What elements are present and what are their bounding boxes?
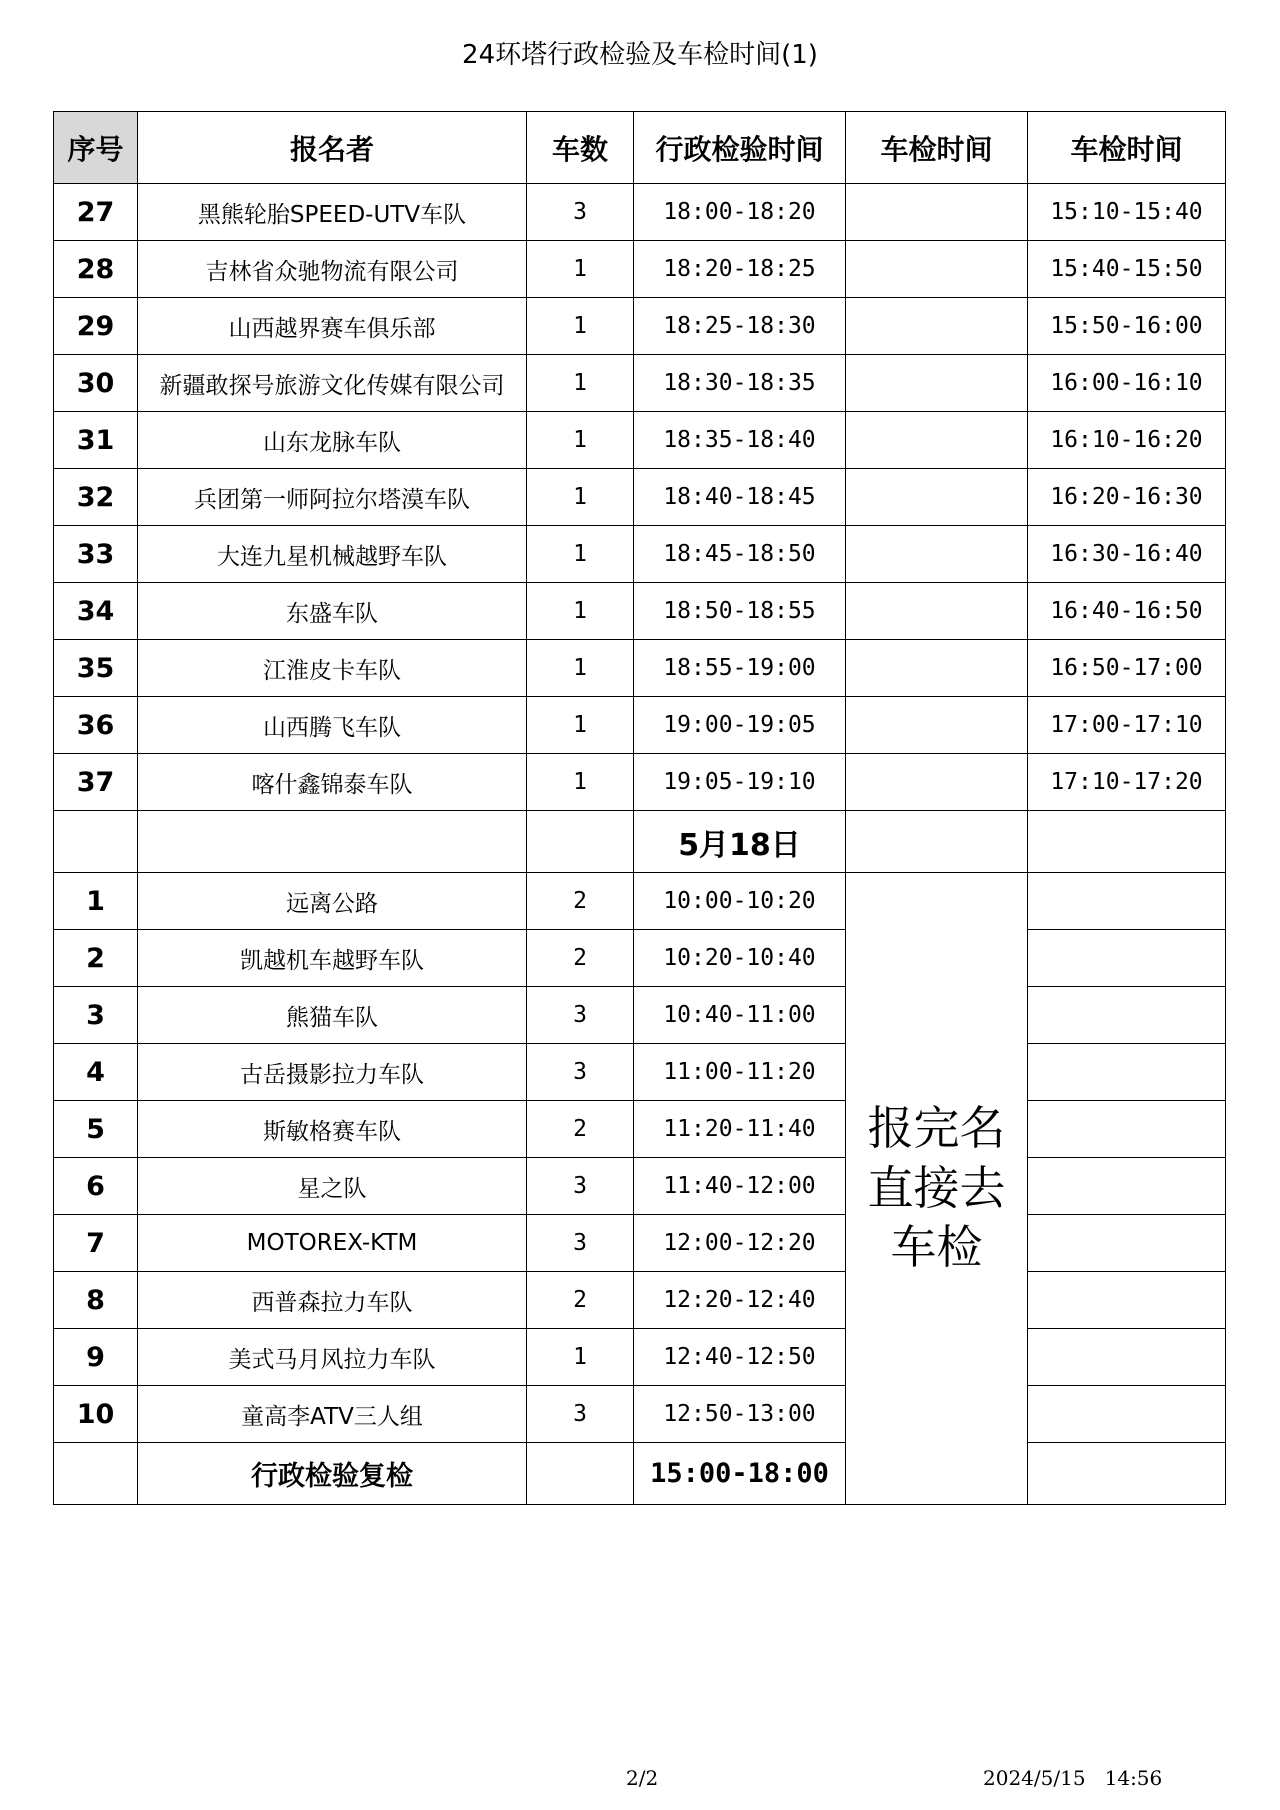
row-registrant: 古岳摄影拉力车队 xyxy=(138,1044,527,1101)
recheck-time: 15:00-18:00 xyxy=(634,1443,846,1505)
header-seq: 序号 xyxy=(54,112,138,184)
row-inspection-time xyxy=(846,184,1028,241)
row-admin-time: 11:40-12:00 xyxy=(634,1158,846,1215)
row-admin-time: 10:40-11:00 xyxy=(634,987,846,1044)
row-inspection-time xyxy=(846,412,1028,469)
row-inspection-time-2: 15:10-15:40 xyxy=(1028,184,1226,241)
row-car-count: 1 xyxy=(527,697,634,754)
row-inspection-time-2 xyxy=(1028,930,1226,987)
row-inspection-time-2: 16:40-16:50 xyxy=(1028,583,1226,640)
row-car-count: 2 xyxy=(527,1101,634,1158)
row-inspection-time-2: 15:50-16:00 xyxy=(1028,298,1226,355)
row-admin-time: 18:20-18:25 xyxy=(634,241,846,298)
row-registrant: 大连九星机械越野车队 xyxy=(138,526,527,583)
row-registrant: 山西越界赛车俱乐部 xyxy=(138,298,527,355)
table-row xyxy=(54,184,1226,241)
row-seq: 37 xyxy=(54,754,138,811)
date-row-empty-seq xyxy=(54,811,138,873)
row-car-count: 2 xyxy=(527,930,634,987)
date-separator: 5月18日 xyxy=(634,811,846,873)
table-row xyxy=(54,987,1226,1044)
table-row xyxy=(54,930,1226,987)
row-inspection-time-2 xyxy=(1028,1101,1226,1158)
row-registrant: 喀什鑫锦泰车队 xyxy=(138,754,527,811)
row-seq: 8 xyxy=(54,1272,138,1329)
row-inspection-time xyxy=(846,298,1028,355)
recheck-empty-cars xyxy=(527,1443,634,1505)
row-inspection-time-2 xyxy=(1028,873,1226,930)
row-registrant: 斯敏格赛车队 xyxy=(138,1101,527,1158)
row-seq: 4 xyxy=(54,1044,138,1101)
row-admin-time: 18:30-18:35 xyxy=(634,355,846,412)
header-inspection-time: 车检时间 xyxy=(846,112,1028,184)
row-car-count: 3 xyxy=(527,1386,634,1443)
row-registrant: 凯越机车越野车队 xyxy=(138,930,527,987)
row-registrant: 远离公路 xyxy=(138,873,527,930)
row-admin-time: 10:20-10:40 xyxy=(634,930,846,987)
row-registrant: 新疆敢探号旅游文化传媒有限公司 xyxy=(138,355,527,412)
row-car-count: 1 xyxy=(527,412,634,469)
table-row xyxy=(54,1272,1226,1329)
row-seq: 2 xyxy=(54,930,138,987)
row-seq: 33 xyxy=(54,526,138,583)
table-row xyxy=(54,583,1226,640)
row-car-count: 1 xyxy=(527,640,634,697)
row-car-count: 2 xyxy=(527,873,634,930)
row-registrant: 吉林省众驰物流有限公司 xyxy=(138,241,527,298)
row-admin-time: 12:20-12:40 xyxy=(634,1272,846,1329)
row-car-count: 3 xyxy=(527,987,634,1044)
row-seq: 31 xyxy=(54,412,138,469)
date-row-empty-inspect-2 xyxy=(1028,811,1226,873)
row-car-count: 3 xyxy=(527,184,634,241)
row-inspection-time-2 xyxy=(1028,1386,1226,1443)
date-row-empty-cars xyxy=(527,811,634,873)
row-inspection-time xyxy=(846,754,1028,811)
row-seq: 10 xyxy=(54,1386,138,1443)
row-registrant: 西普森拉力车队 xyxy=(138,1272,527,1329)
header-inspection-time-2: 车检时间 xyxy=(1028,112,1226,184)
row-inspection-time-2 xyxy=(1028,1158,1226,1215)
row-admin-time: 18:35-18:40 xyxy=(634,412,846,469)
row-car-count: 1 xyxy=(527,583,634,640)
row-registrant: 山西腾飞车队 xyxy=(138,697,527,754)
row-admin-time: 11:20-11:40 xyxy=(634,1101,846,1158)
table-row xyxy=(54,241,1226,298)
row-inspection-time-2 xyxy=(1028,1329,1226,1386)
row-admin-time: 18:00-18:20 xyxy=(634,184,846,241)
row-inspection-time-2 xyxy=(1028,1044,1226,1101)
recheck-row xyxy=(54,1443,1226,1505)
row-admin-time: 19:00-19:05 xyxy=(634,697,846,754)
table-row xyxy=(54,640,1226,697)
note-line: 报完名 xyxy=(867,1100,1006,1155)
row-inspection-time-2: 16:10-16:20 xyxy=(1028,412,1226,469)
row-seq: 1 xyxy=(54,873,138,930)
print-timestamp: 2024/5/15 14:56 xyxy=(983,1766,1163,1790)
row-car-count: 3 xyxy=(527,1158,634,1215)
row-seq: 6 xyxy=(54,1158,138,1215)
row-inspection-time xyxy=(846,697,1028,754)
row-registrant: 黑熊轮胎SPEED-UTV车队 xyxy=(138,184,527,241)
recheck-empty-seq xyxy=(54,1443,138,1505)
row-seq: 34 xyxy=(54,583,138,640)
row-registrant: 熊猫车队 xyxy=(138,987,527,1044)
row-inspection-time-2 xyxy=(1028,987,1226,1044)
row-car-count: 1 xyxy=(527,1329,634,1386)
table-row xyxy=(54,754,1226,811)
row-admin-time: 18:45-18:50 xyxy=(634,526,846,583)
row-seq: 36 xyxy=(54,697,138,754)
table-row xyxy=(54,697,1226,754)
table-row xyxy=(54,355,1226,412)
date-separator-row xyxy=(54,811,1226,873)
row-inspection-time-2: 16:00-16:10 xyxy=(1028,355,1226,412)
date-row-empty-inspect xyxy=(846,811,1028,873)
row-seq: 28 xyxy=(54,241,138,298)
table-row xyxy=(54,1329,1226,1386)
recheck-label: 行政检验复检 xyxy=(138,1443,527,1505)
table-row xyxy=(54,412,1226,469)
table-row xyxy=(54,1158,1226,1215)
note-line: 车检 xyxy=(890,1220,983,1275)
row-admin-time: 18:50-18:55 xyxy=(634,583,846,640)
row-inspection-time xyxy=(846,583,1028,640)
row-seq: 29 xyxy=(54,298,138,355)
table-row xyxy=(54,873,1226,930)
row-admin-time: 18:55-19:00 xyxy=(634,640,846,697)
row-admin-time: 18:40-18:45 xyxy=(634,469,846,526)
row-seq: 5 xyxy=(54,1101,138,1158)
row-car-count: 1 xyxy=(527,298,634,355)
row-registrant: 江淮皮卡车队 xyxy=(138,640,527,697)
row-inspection-time-2 xyxy=(1028,1272,1226,1329)
header-row xyxy=(54,112,1226,184)
row-admin-time: 12:00-12:20 xyxy=(634,1215,846,1272)
row-inspection-time xyxy=(846,355,1028,412)
row-admin-time: 12:50-13:00 xyxy=(634,1386,846,1443)
row-registrant: 童高李ATV三人组 xyxy=(138,1386,527,1443)
header-car-count: 车数 xyxy=(527,112,634,184)
table-row xyxy=(54,298,1226,355)
row-seq: 7 xyxy=(54,1215,138,1272)
row-seq: 35 xyxy=(54,640,138,697)
row-car-count: 1 xyxy=(527,469,634,526)
row-admin-time: 11:00-11:20 xyxy=(634,1044,846,1101)
table-row xyxy=(54,469,1226,526)
row-inspection-time xyxy=(846,526,1028,583)
document-title: 24环塔行政检验及车检时间(1) xyxy=(462,40,818,70)
table-row xyxy=(54,1386,1226,1443)
row-car-count: 1 xyxy=(527,355,634,412)
row-car-count: 1 xyxy=(527,241,634,298)
row-inspection-time xyxy=(846,469,1028,526)
row-registrant: MOTOREX-KTM xyxy=(138,1215,527,1272)
table-row xyxy=(54,526,1226,583)
row-registrant: 美式马月风拉力车队 xyxy=(138,1329,527,1386)
row-admin-time: 12:40-12:50 xyxy=(634,1329,846,1386)
row-seq: 9 xyxy=(54,1329,138,1386)
row-admin-time: 18:25-18:30 xyxy=(634,298,846,355)
row-inspection-time-2: 17:10-17:20 xyxy=(1028,754,1226,811)
row-car-count: 1 xyxy=(527,754,634,811)
row-inspection-time-2: 16:50-17:00 xyxy=(1028,640,1226,697)
row-seq: 30 xyxy=(54,355,138,412)
row-inspection-time xyxy=(846,241,1028,298)
row-car-count: 3 xyxy=(527,1215,634,1272)
header-admin-time: 行政检验时间 xyxy=(634,112,846,184)
table-row xyxy=(54,1044,1226,1101)
table-row xyxy=(54,1215,1226,1272)
row-inspection-time-2: 15:40-15:50 xyxy=(1028,241,1226,298)
row-registrant: 兵团第一师阿拉尔塔漠车队 xyxy=(138,469,527,526)
row-seq: 3 xyxy=(54,987,138,1044)
note-line: 直接去 xyxy=(867,1160,1006,1215)
header-registrant: 报名者 xyxy=(138,112,527,184)
row-registrant: 星之队 xyxy=(138,1158,527,1215)
row-inspection-time-2: 17:00-17:10 xyxy=(1028,697,1226,754)
row-seq: 32 xyxy=(54,469,138,526)
row-inspection-time-2 xyxy=(1028,1215,1226,1272)
row-registrant: 东盛车队 xyxy=(138,583,527,640)
page-number: 2/2 xyxy=(626,1766,659,1790)
row-inspection-time xyxy=(846,640,1028,697)
merged-inspection-note xyxy=(846,873,1028,1505)
row-inspection-time-2: 16:30-16:40 xyxy=(1028,526,1226,583)
row-car-count: 3 xyxy=(527,1044,634,1101)
schedule-table xyxy=(53,111,1226,1505)
recheck-empty-inspect-2 xyxy=(1028,1443,1226,1505)
row-seq: 27 xyxy=(54,184,138,241)
row-car-count: 1 xyxy=(527,526,634,583)
row-registrant: 山东龙脉车队 xyxy=(138,412,527,469)
row-admin-time: 10:00-10:20 xyxy=(634,873,846,930)
table-row xyxy=(54,1101,1226,1158)
row-inspection-time-2: 16:20-16:30 xyxy=(1028,469,1226,526)
date-row-empty-name xyxy=(138,811,527,873)
row-admin-time: 19:05-19:10 xyxy=(634,754,846,811)
row-car-count: 2 xyxy=(527,1272,634,1329)
